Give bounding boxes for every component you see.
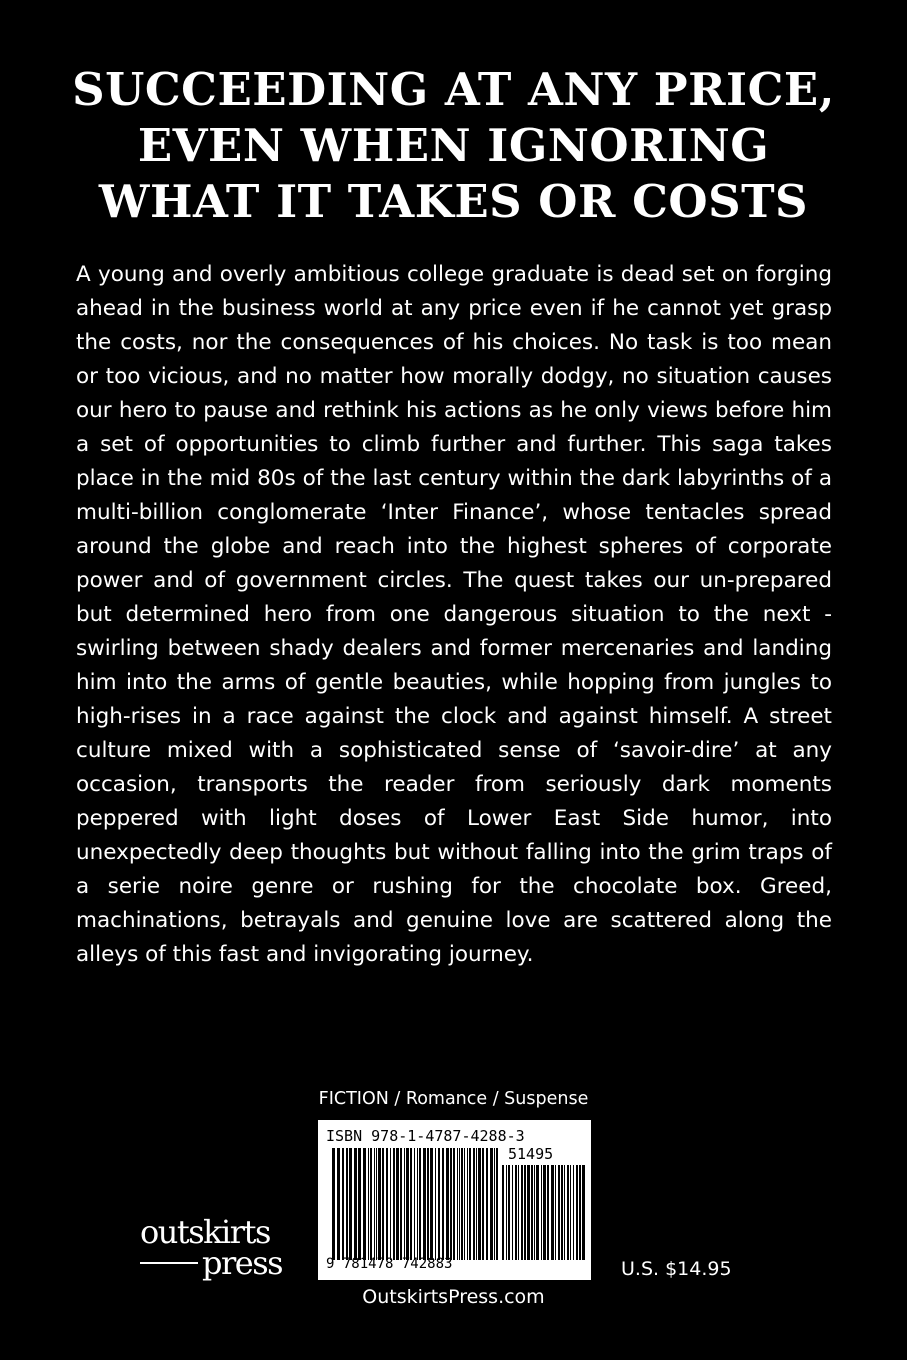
barcode-bar [534, 1165, 535, 1260]
barcode-bar [393, 1148, 395, 1260]
barcode-bar [396, 1148, 399, 1260]
barcode-bar [508, 1165, 510, 1260]
logo-word-press [202, 1244, 283, 1282]
barcode-bar [337, 1148, 340, 1260]
barcode-bar [521, 1165, 523, 1260]
barcode-bar [346, 1148, 348, 1260]
barcode-bar [573, 1165, 574, 1260]
barcode-bar [570, 1165, 571, 1260]
price-label: U.S. $14.95 [621, 1258, 732, 1280]
barcode-bar [423, 1148, 426, 1260]
logo-press-text: press [202, 1244, 283, 1282]
barcode-bar [473, 1148, 475, 1260]
barcode-bar [376, 1148, 377, 1260]
barcode-bar [551, 1165, 554, 1260]
barcode-bar [564, 1165, 565, 1260]
barcode-bar [438, 1148, 440, 1260]
headline-line-3: WHAT IT TAKES OR COSTS [98, 175, 809, 228]
barcode-bar [518, 1165, 519, 1260]
barcode-bar [486, 1148, 488, 1260]
barcode-bar [453, 1148, 455, 1260]
barcode-bar [354, 1148, 357, 1260]
barcode-bar [450, 1148, 452, 1260]
barcode-bar [502, 1165, 504, 1260]
barcode-bar [349, 1148, 352, 1260]
barcode-bar [547, 1165, 549, 1260]
barcode-bar [482, 1148, 484, 1260]
barcode-bar [457, 1148, 458, 1260]
book-blurb: A young and overly ambitious college graduate is dead set on forging ahead in the business world at any price even if he cannot yet grasp the costs, nor the consequences of his choices. No task is too mean or too vicious, and no matter how morally dodgy, no situation causes our hero to pause and rethink his actions as he only views before him a set of opportunities to climb further and further. This saga takes place in the mid 80s of the last century within the dark labyrinths of a multi-billion conglomerate ‘Inter Finance’, whose tentacles spread around the globe and reach into the highest spheres of corporate power and of government circles. The quest takes our un-prepared but determined hero from one dangerous situation to the next - swirling between shady dealers and former mercenaries and landing him into the arms of gentle beauties, while hopping from jungles to high-rises in a race against the clock and against himself. A street culture mixed with a sophisticated sense of ‘savoir-dire’ at any occasion, transports the reader from seriously dark moments peppered with light doses of Lower East Side humor, into unexpectedly deep thoughts but without falling into the grim traps of a serie noire genre or rushing for the chocolate box. Greed, machinations, betrayals and genuine love are scattered along the alleys of this fast and invigorating journey. [76, 262, 832, 967]
barcode-bar [390, 1148, 391, 1260]
barcode-bar [410, 1148, 412, 1260]
barcode-bar [527, 1165, 530, 1260]
barcode-bar [386, 1148, 388, 1260]
barcode-bar [358, 1148, 361, 1260]
isbn-label: ISBN 978-1-4787-4288-3 [326, 1127, 525, 1145]
barcode-price-code: 51495 [508, 1145, 554, 1163]
barcode-bar [515, 1165, 517, 1260]
barcode-digits: 9 781478 742883 [326, 1256, 453, 1272]
barcode-bar [541, 1165, 542, 1260]
barcode-bar [561, 1165, 563, 1260]
category-label: FICTION / Romance / Suspense [318, 1089, 589, 1109]
barcode-bar [579, 1165, 581, 1260]
barcode-bar [576, 1165, 578, 1260]
barcode-bar [459, 1148, 460, 1260]
publisher-website: OutskirtsPress.com [362, 1286, 545, 1308]
barcode-bar [524, 1165, 526, 1260]
barcode-bar [446, 1148, 449, 1260]
barcode-bar [469, 1148, 471, 1260]
barcode-bar [427, 1148, 429, 1260]
headline-line-1: SUCCEEDING AT ANY PRICE, [72, 63, 835, 116]
barcode-bar [531, 1165, 533, 1260]
barcode-bar [378, 1148, 381, 1260]
barcode-bar [567, 1165, 569, 1260]
headline [0, 62, 907, 230]
barcode-bar [417, 1148, 418, 1260]
barcode-bar [467, 1148, 468, 1260]
headline-line-2: EVEN WHEN IGNORING [137, 119, 770, 172]
barcode-bar [478, 1148, 481, 1260]
barcode-bar [496, 1148, 498, 1260]
barcode-bar [400, 1148, 402, 1260]
barcode-bar [370, 1148, 372, 1260]
barcode-bar [464, 1148, 465, 1260]
barcode-bar [461, 1148, 463, 1260]
barcode-bars [332, 1148, 500, 1260]
barcode-bar [404, 1148, 405, 1260]
logo-word-outskirts: outskirts [140, 1213, 270, 1251]
barcode-bar [558, 1165, 560, 1260]
barcode-bar [332, 1148, 335, 1260]
barcode-bar [543, 1165, 546, 1260]
barcode-bar [342, 1148, 344, 1260]
barcode-bar [582, 1165, 585, 1260]
barcode-bar [430, 1148, 433, 1260]
barcode-bar [536, 1165, 539, 1260]
barcode-bar [406, 1148, 409, 1260]
barcode-bar [494, 1148, 495, 1260]
barcode-bar [368, 1148, 369, 1260]
barcode-bar [476, 1148, 477, 1260]
barcode-bar [555, 1165, 556, 1260]
barcode-bar [435, 1148, 436, 1260]
barcode-bar [419, 1148, 421, 1260]
barcode-bar [506, 1165, 507, 1260]
publisher-logo [140, 1213, 283, 1282]
barcode-bar [414, 1148, 415, 1260]
barcode-bar [442, 1148, 444, 1260]
barcode-bar [512, 1165, 513, 1260]
isbn-barcode [318, 1120, 591, 1280]
barcode-addon-bars [502, 1165, 585, 1260]
barcode-bar [490, 1148, 493, 1260]
barcode-bar [382, 1148, 384, 1260]
logo-rule [140, 1262, 198, 1264]
barcode-bar [374, 1148, 375, 1260]
barcode-bar [363, 1148, 366, 1260]
